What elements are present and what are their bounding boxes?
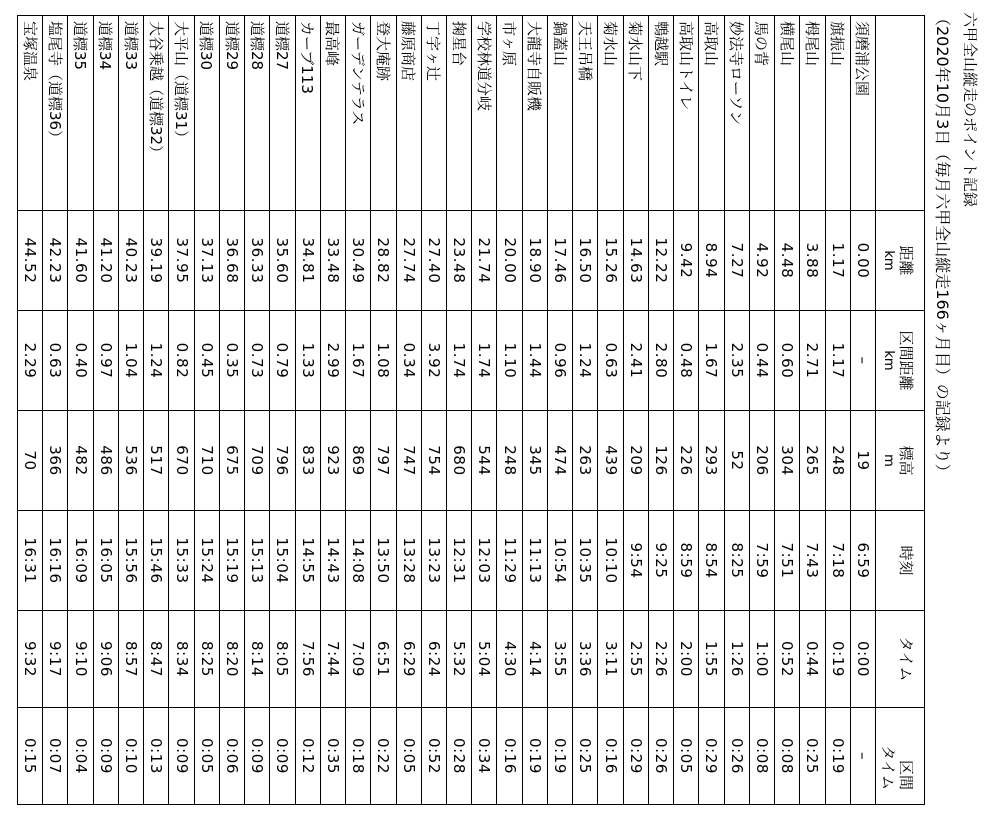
time-of-day-cell: 15:46 (144, 510, 168, 610)
time-of-day-cell: 14:55 (296, 510, 320, 610)
point-name-cell: 宝塚温泉 (20, 21, 39, 82)
segment-time-cell: 0:08 (775, 707, 799, 804)
time-of-day-cell: 15:04 (270, 510, 294, 610)
segment-distance-cell: 0.82 (169, 310, 193, 410)
segment-time-cell: 0:22 (371, 707, 395, 804)
segment-time-cell: 0:07 (43, 707, 67, 804)
elevation-cell: 680 (447, 410, 471, 510)
time-of-day-cell: 15:56 (119, 510, 143, 610)
elapsed-time-cell: 8:34 (169, 610, 193, 707)
distance-cell: 12.22 (649, 210, 673, 310)
segment-time-cell: 0:05 (397, 707, 421, 804)
segment-time-cell: 0:12 (296, 707, 320, 804)
table-row (94, 16, 119, 804)
elevation-cell: 482 (69, 410, 93, 510)
header-distance-label: 距離 (897, 245, 915, 276)
elevation-cell: 366 (43, 410, 67, 510)
elevation-cell: 517 (144, 410, 168, 510)
elevation-cell: 206 (750, 410, 774, 510)
elapsed-time-cell: 8:20 (220, 610, 244, 707)
segment-distance-cell: 1.04 (119, 310, 143, 410)
distance-cell: 3.88 (800, 210, 824, 310)
table-row (674, 16, 699, 804)
segment-distance-cell: 1.24 (144, 310, 168, 410)
distance-cell: 34.81 (296, 210, 320, 310)
segment-time-cell: 0:52 (422, 707, 446, 804)
elapsed-time-cell: 6:29 (397, 610, 421, 707)
time-of-day-cell: 10:35 (573, 510, 597, 610)
elevation-cell: 126 (649, 410, 673, 510)
table-row (800, 16, 825, 804)
segment-time-cell: 0:08 (750, 707, 774, 804)
elapsed-time-cell: 4:30 (497, 610, 521, 707)
point-name-cell: 栂尾山 (802, 21, 821, 67)
segment-time-cell: 0:25 (573, 707, 597, 804)
page-title: 六甲全山縦走のポイント記録 (961, 12, 979, 208)
elapsed-time-cell: 3:11 (598, 610, 622, 707)
segment-distance-cell: 1.08 (371, 310, 395, 410)
distance-cell: 9.42 (674, 210, 698, 310)
point-name-cell: 大谷乗越（道標32） (146, 21, 165, 161)
distance-cell: 35.60 (270, 210, 294, 310)
elapsed-time-cell: 7:56 (296, 610, 320, 707)
elevation-cell: 709 (245, 410, 269, 510)
header-distance (876, 210, 924, 310)
segment-time-cell: 0:06 (220, 707, 244, 804)
distance-cell: 37.13 (195, 210, 219, 310)
elevation-cell: 439 (598, 410, 622, 510)
point-name-cell: 鵯越駅 (651, 21, 670, 67)
elevation-cell: 797 (371, 410, 395, 510)
segment-time-cell: 0:26 (649, 707, 673, 804)
table-row (69, 16, 94, 804)
segment-distance-cell: 2.35 (725, 310, 749, 410)
segment-time-cell: 0:09 (245, 707, 269, 804)
elapsed-time-cell: 8:05 (270, 610, 294, 707)
distance-cell: 4.92 (750, 210, 774, 310)
elapsed-time-cell: 9:06 (94, 610, 118, 707)
time-of-day-cell: 6:59 (851, 510, 875, 610)
point-name-cell: 鍋蓋山 (550, 21, 569, 67)
time-of-day-cell: 8:59 (674, 510, 698, 610)
time-of-day-cell: 11:13 (523, 510, 547, 610)
table-row (169, 16, 194, 804)
point-name-cell: 道標27 (273, 21, 291, 71)
segment-time-cell: 0:34 (472, 707, 496, 804)
time-of-day-cell: 8:54 (699, 510, 723, 610)
header-segment-time-line2: タイム (879, 745, 897, 790)
table-row (220, 16, 245, 804)
time-of-day-cell: 15:13 (245, 510, 269, 610)
point-name-cell: 道標30 (197, 21, 216, 71)
elapsed-time-cell: 6:51 (371, 610, 395, 707)
time-of-day-cell: 14:43 (321, 510, 345, 610)
elapsed-time-cell: 6:24 (422, 610, 446, 707)
header-elapsed-time-label: タイム (897, 636, 915, 682)
segment-time-cell: 0:26 (725, 707, 749, 804)
table-row (346, 16, 371, 804)
time-of-day-cell: 16:16 (43, 510, 67, 610)
elevation-cell: 474 (548, 410, 572, 510)
segment-time-cell: 0:19 (826, 707, 850, 804)
point-name-cell: 登大庵跡 (373, 21, 392, 82)
point-name-cell: 道標35 (71, 21, 90, 71)
distance-cell: 18.90 (523, 210, 547, 310)
segment-distance-cell: 2.80 (649, 310, 673, 410)
elevation-cell: 293 (699, 410, 723, 510)
elapsed-time-cell: 8:25 (195, 610, 219, 707)
table-row (270, 16, 295, 804)
time-of-day-cell: 13:23 (422, 510, 446, 610)
segment-time-cell: 0:29 (699, 707, 723, 804)
segment-time-cell: 0:19 (523, 707, 547, 804)
elevation-cell: 747 (397, 410, 421, 510)
table-row (447, 16, 472, 804)
segment-distance-cell: 1.33 (296, 310, 320, 410)
distance-cell: 36.33 (245, 210, 269, 310)
elapsed-time-cell: 8:57 (119, 610, 143, 707)
distance-cell: 36.68 (220, 210, 244, 310)
elevation-cell: 345 (523, 410, 547, 510)
table-row (649, 16, 674, 804)
segment-distance-cell: 0.96 (548, 310, 572, 410)
table-row (851, 16, 876, 804)
segment-time-cell: 0:16 (598, 707, 622, 804)
distance-cell: 20.00 (497, 210, 521, 310)
segment-distance-cell: 1.10 (497, 310, 521, 410)
elevation-cell: 544 (472, 410, 496, 510)
table-row (725, 16, 750, 804)
distance-cell: 4.48 (775, 210, 799, 310)
segment-distance-cell: 0.63 (43, 310, 67, 410)
header-time-of-day (876, 510, 924, 610)
elapsed-time-cell: 2:26 (649, 610, 673, 707)
elevation-cell: 486 (94, 410, 118, 510)
distance-cell: 21.74 (472, 210, 496, 310)
table-row (422, 16, 447, 804)
segment-time-cell: 0:09 (94, 707, 118, 804)
segment-time-cell: 0:09 (270, 707, 294, 804)
segment-distance-cell: 1.67 (699, 310, 723, 410)
header-segment-time (876, 707, 924, 804)
segment-time-cell: 0:29 (624, 707, 648, 804)
distance-cell: 30.49 (346, 210, 370, 310)
point-name-cell: 学校林道分岐 (474, 21, 493, 112)
table-row (371, 16, 396, 804)
elevation-cell: 248 (497, 410, 521, 510)
distance-cell: 23.48 (447, 210, 471, 310)
table-row (144, 16, 169, 804)
table-row (18, 16, 43, 804)
elapsed-time-cell: 4:14 (523, 610, 547, 707)
elevation-cell: 226 (674, 410, 698, 510)
distance-cell: 41.20 (94, 210, 118, 310)
elapsed-time-cell: 9:10 (69, 610, 93, 707)
table-row (195, 16, 220, 804)
segment-distance-cell: 2.99 (321, 310, 345, 410)
point-name-cell: 高取山 (701, 21, 720, 67)
segment-distance-cell: 2.41 (624, 310, 648, 410)
header-point-name (876, 16, 924, 210)
elapsed-time-cell: 8:47 (144, 610, 168, 707)
segment-distance-cell: 0.44 (750, 310, 774, 410)
segment-distance-cell: 0.34 (397, 310, 421, 410)
elevation-cell: 52 (725, 410, 749, 510)
table-row (245, 16, 270, 804)
segment-distance-cell: 0.63 (598, 310, 622, 410)
segment-distance-cell: 0.97 (94, 310, 118, 410)
point-name-cell: 掬星台 (449, 21, 468, 67)
time-of-day-cell: 10:54 (548, 510, 572, 610)
table-row (548, 16, 573, 804)
elapsed-time-cell: 2:00 (674, 610, 698, 707)
elevation-cell: 923 (321, 410, 345, 510)
elevation-cell: 754 (422, 410, 446, 510)
point-name-cell: 妙法寺ローソン (727, 21, 746, 126)
table-row (43, 16, 68, 804)
elevation-cell: 248 (826, 410, 850, 510)
segment-time-cell: 0:18 (346, 707, 370, 804)
point-name-cell: 道標33 (121, 21, 140, 71)
header-elevation-unit: m (881, 454, 896, 467)
segment-distance-cell: 0.48 (674, 310, 698, 410)
point-name-cell: 藤原商店 (399, 21, 418, 82)
point-name-cell: 横尾山 (777, 21, 796, 67)
segment-time-cell: 0:15 (18, 707, 42, 804)
table-row (699, 16, 724, 804)
point-name-cell: 菊水山 (601, 21, 620, 67)
distance-cell: 44.52 (18, 210, 42, 310)
table-row (573, 16, 598, 804)
distance-cell: 37.95 (169, 210, 193, 310)
elapsed-time-cell: 8:14 (245, 610, 269, 707)
elevation-cell: 833 (296, 410, 320, 510)
elapsed-time-cell: 5:04 (472, 610, 496, 707)
elapsed-time-cell: 7:09 (346, 610, 370, 707)
header-time-of-day-label: 時刻 (897, 545, 915, 576)
elapsed-time-cell: 0:19 (826, 610, 850, 707)
distance-cell: 14.63 (624, 210, 648, 310)
segment-time-cell: 0:28 (447, 707, 471, 804)
segment-distance-cell: 1.74 (447, 310, 471, 410)
segment-distance-cell: 0.60 (775, 310, 799, 410)
segment-time-cell: 0:10 (119, 707, 143, 804)
segment-distance-cell: 3.92 (422, 310, 446, 410)
distance-cell: 16.50 (573, 210, 597, 310)
header-segment-distance-label: 区間距離 (897, 330, 915, 391)
segment-distance-cell: 1.67 (346, 310, 370, 410)
time-of-day-cell: 7:43 (800, 510, 824, 610)
time-of-day-cell: 7:51 (775, 510, 799, 610)
table-row (624, 16, 649, 804)
segment-time-cell: 0:25 (800, 707, 824, 804)
time-of-day-cell: 13:50 (371, 510, 395, 610)
elevation-cell: 536 (119, 410, 143, 510)
time-of-day-cell: 15:24 (195, 510, 219, 610)
elevation-cell: 19 (851, 410, 875, 510)
distance-cell: 15.26 (598, 210, 622, 310)
elapsed-time-cell: 1:00 (750, 610, 774, 707)
point-name-cell: 大龍寺自販機 (525, 21, 544, 112)
segment-distance-cell: 1.74 (472, 310, 496, 410)
segment-time-cell: 0:04 (69, 707, 93, 804)
point-name-cell: カーブ113 (298, 21, 317, 94)
segment-distance-cell: 1.24 (573, 310, 597, 410)
segment-distance-cell: 2.29 (18, 310, 42, 410)
elapsed-time-cell: 0:00 (851, 610, 875, 707)
point-name-cell: 道標34 (96, 21, 115, 71)
point-name-cell: 最高峰 (323, 21, 342, 67)
distance-cell: 33.48 (321, 210, 345, 310)
elapsed-time-cell: 0:44 (800, 610, 824, 707)
distance-cell: 0.00 (851, 210, 875, 310)
elapsed-time-cell: 9:32 (18, 610, 42, 707)
elapsed-time-cell: 2:55 (624, 610, 648, 707)
segment-time-cell: 0:05 (195, 707, 219, 804)
table-row (497, 16, 522, 804)
table-row (472, 16, 497, 804)
point-name-cell: 丁字ヶ辻 (424, 21, 443, 82)
segment-time-cell: 0:13 (144, 707, 168, 804)
elevation-cell: 670 (169, 410, 193, 510)
point-name-cell: 道標28 (247, 21, 266, 71)
time-of-day-cell: 9:25 (649, 510, 673, 610)
header-segment-distance (876, 310, 924, 410)
segment-distance-cell: 1.44 (523, 310, 547, 410)
header-segment-time-line1: 区間 (897, 759, 915, 790)
elapsed-time-cell: 3:36 (573, 610, 597, 707)
elevation-cell: 70 (18, 410, 42, 510)
elapsed-time-cell: 1:55 (699, 610, 723, 707)
elapsed-time-cell: 3:55 (548, 610, 572, 707)
segment-time-cell: 0:09 (169, 707, 193, 804)
table-body (18, 16, 876, 804)
segment-time-cell: 0:35 (321, 707, 345, 804)
distance-cell: 7.27 (725, 210, 749, 310)
elevation-cell: 265 (800, 410, 824, 510)
distance-cell: 42.23 (43, 210, 67, 310)
segment-distance-cell: 2.71 (800, 310, 824, 410)
table-row (826, 16, 851, 804)
time-of-day-cell: 12:03 (472, 510, 496, 610)
time-of-day-cell: 7:18 (826, 510, 850, 610)
segment-distance-cell: 0.45 (195, 310, 219, 410)
elevation-cell: 263 (573, 410, 597, 510)
time-of-day-cell: 16:31 (18, 510, 42, 610)
table-row (397, 16, 422, 804)
point-name-cell: 馬の背 (752, 21, 771, 67)
point-name-cell: 大平山（道標31） (172, 21, 191, 146)
header-elevation-label: 標高 (897, 445, 915, 476)
header-elevation (876, 410, 924, 510)
segment-distance-cell: 0.73 (245, 310, 269, 410)
header-segment-distance-unit: km (881, 350, 896, 371)
header-distance-unit: km (881, 250, 896, 271)
elevation-cell: 675 (220, 410, 244, 510)
point-name-cell: 旗振山 (828, 21, 847, 67)
elapsed-time-cell: 5:32 (447, 610, 471, 707)
time-of-day-cell: 10:10 (598, 510, 622, 610)
table-row (750, 16, 775, 804)
segment-distance-cell: 1.17 (826, 310, 850, 410)
segment-time-cell: 0:05 (674, 707, 698, 804)
distance-cell: 27.74 (397, 210, 421, 310)
table-row (523, 16, 548, 804)
segment-distance-cell: 0.40 (69, 310, 93, 410)
table-header-row (876, 16, 924, 804)
time-of-day-cell: 9:54 (624, 510, 648, 610)
time-of-day-cell: 15:33 (169, 510, 193, 610)
point-name-cell: 塩尾寺（道標36） (45, 21, 64, 146)
segment-time-cell: 0:19 (548, 707, 572, 804)
header-elapsed-time (876, 610, 924, 707)
segment-time-cell: 0:16 (497, 707, 521, 804)
segment-distance-cell: 0.79 (270, 310, 294, 410)
table-row (598, 16, 623, 804)
segment-distance-cell: – (851, 310, 875, 410)
elapsed-time-cell: 1:26 (725, 610, 749, 707)
elevation-cell: 710 (195, 410, 219, 510)
table-row (775, 16, 800, 804)
table-row (321, 16, 346, 804)
elevation-cell: 796 (270, 410, 294, 510)
point-name-cell: 市ヶ原 (500, 21, 519, 67)
elapsed-time-cell: 7:44 (321, 610, 345, 707)
time-of-day-cell: 14:08 (346, 510, 370, 610)
elevation-cell: 209 (624, 410, 648, 510)
point-name-cell: ガーデンテラス (348, 21, 367, 126)
segment-time-cell: – (851, 707, 875, 804)
distance-cell: 39.19 (144, 210, 168, 310)
point-name-cell: 高取山トイレ (676, 21, 695, 111)
time-of-day-cell: 7:59 (750, 510, 774, 610)
point-record-table (17, 15, 925, 805)
time-of-day-cell: 15:19 (220, 510, 244, 610)
distance-cell: 8.94 (699, 210, 723, 310)
time-of-day-cell: 16:09 (69, 510, 93, 610)
elapsed-time-cell: 0:52 (775, 610, 799, 707)
time-of-day-cell: 12:31 (447, 510, 471, 610)
distance-cell: 41.60 (69, 210, 93, 310)
distance-cell: 28.82 (371, 210, 395, 310)
point-name-cell: 天王吊橋 (575, 21, 594, 82)
page-subtitle: （2020年10月3日（毎月六甲全山縦走166ヶ月目）の記録より） (933, 10, 952, 480)
point-name-cell: 道標29 (222, 21, 241, 71)
distance-cell: 40.23 (119, 210, 143, 310)
elapsed-time-cell: 9:17 (43, 610, 67, 707)
distance-cell: 17.46 (548, 210, 572, 310)
point-name-cell: 菊水山下 (626, 21, 645, 82)
segment-distance-cell: 0.35 (220, 310, 244, 410)
time-of-day-cell: 11:29 (497, 510, 521, 610)
point-name-cell: 須磨浦公園 (853, 21, 872, 97)
elevation-cell: 304 (775, 410, 799, 510)
distance-cell: 1.17 (826, 210, 850, 310)
table-row (119, 16, 144, 804)
elevation-cell: 869 (346, 410, 370, 510)
time-of-day-cell: 13:28 (397, 510, 421, 610)
time-of-day-cell: 16:05 (94, 510, 118, 610)
time-of-day-cell: 8:25 (725, 510, 749, 610)
table-row (296, 16, 321, 804)
distance-cell: 27.40 (422, 210, 446, 310)
